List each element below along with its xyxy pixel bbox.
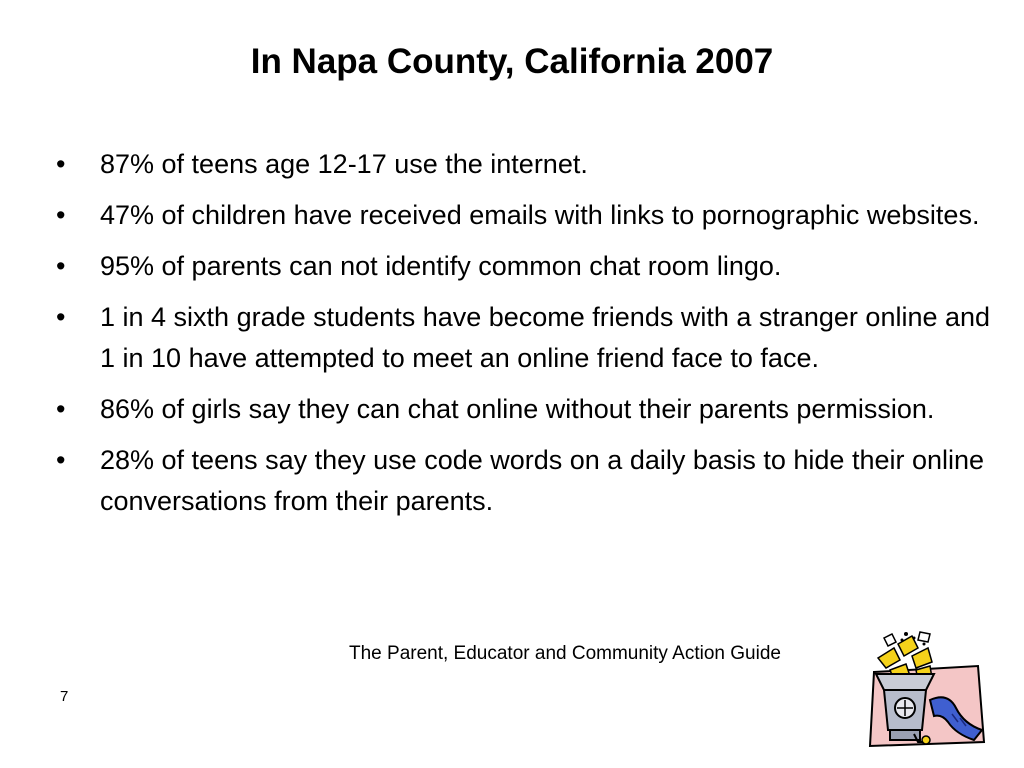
bullet-icon: •	[56, 149, 66, 179]
bullet-icon: •	[56, 302, 66, 332]
page-number: 7	[60, 688, 69, 705]
bullet-text: 1 in 4 sixth grade students have become friends with a stranger online and 1 in 10 have attempted to meet an online friend face to face.	[100, 302, 991, 373]
source-citation: The Parent, Educator and Community Action Guide	[349, 643, 781, 664]
bullet-icon: •	[56, 445, 66, 475]
bullet-icon: •	[56, 251, 66, 281]
bullet-item	[56, 389, 991, 430]
bullet-icon: •	[56, 200, 66, 230]
bullet-item	[56, 246, 991, 287]
bullet-item	[56, 297, 991, 379]
bullet-text: 28% of teens say they use code words on a daily basis to hide their online conversations from their parents.	[100, 445, 985, 516]
bullet-item	[56, 195, 991, 236]
bullet-item	[56, 440, 991, 522]
slide-title: In Napa County, California 2007	[250, 42, 774, 81]
bullet-item	[56, 144, 991, 185]
bullet-text: 87% of teens age 12-17 use the internet.	[100, 149, 588, 179]
bullet-list	[56, 144, 991, 532]
bullet-text: 95% of parents can not identify common chat room lingo.	[100, 251, 782, 281]
bullet-text: 86% of girls say they can chat online without their parents permission.	[100, 394, 935, 424]
bullet-text: 47% of children have received emails with links to pornographic websites.	[100, 200, 980, 230]
computer-clipart-icon	[856, 630, 988, 748]
bullet-icon: •	[56, 394, 66, 424]
